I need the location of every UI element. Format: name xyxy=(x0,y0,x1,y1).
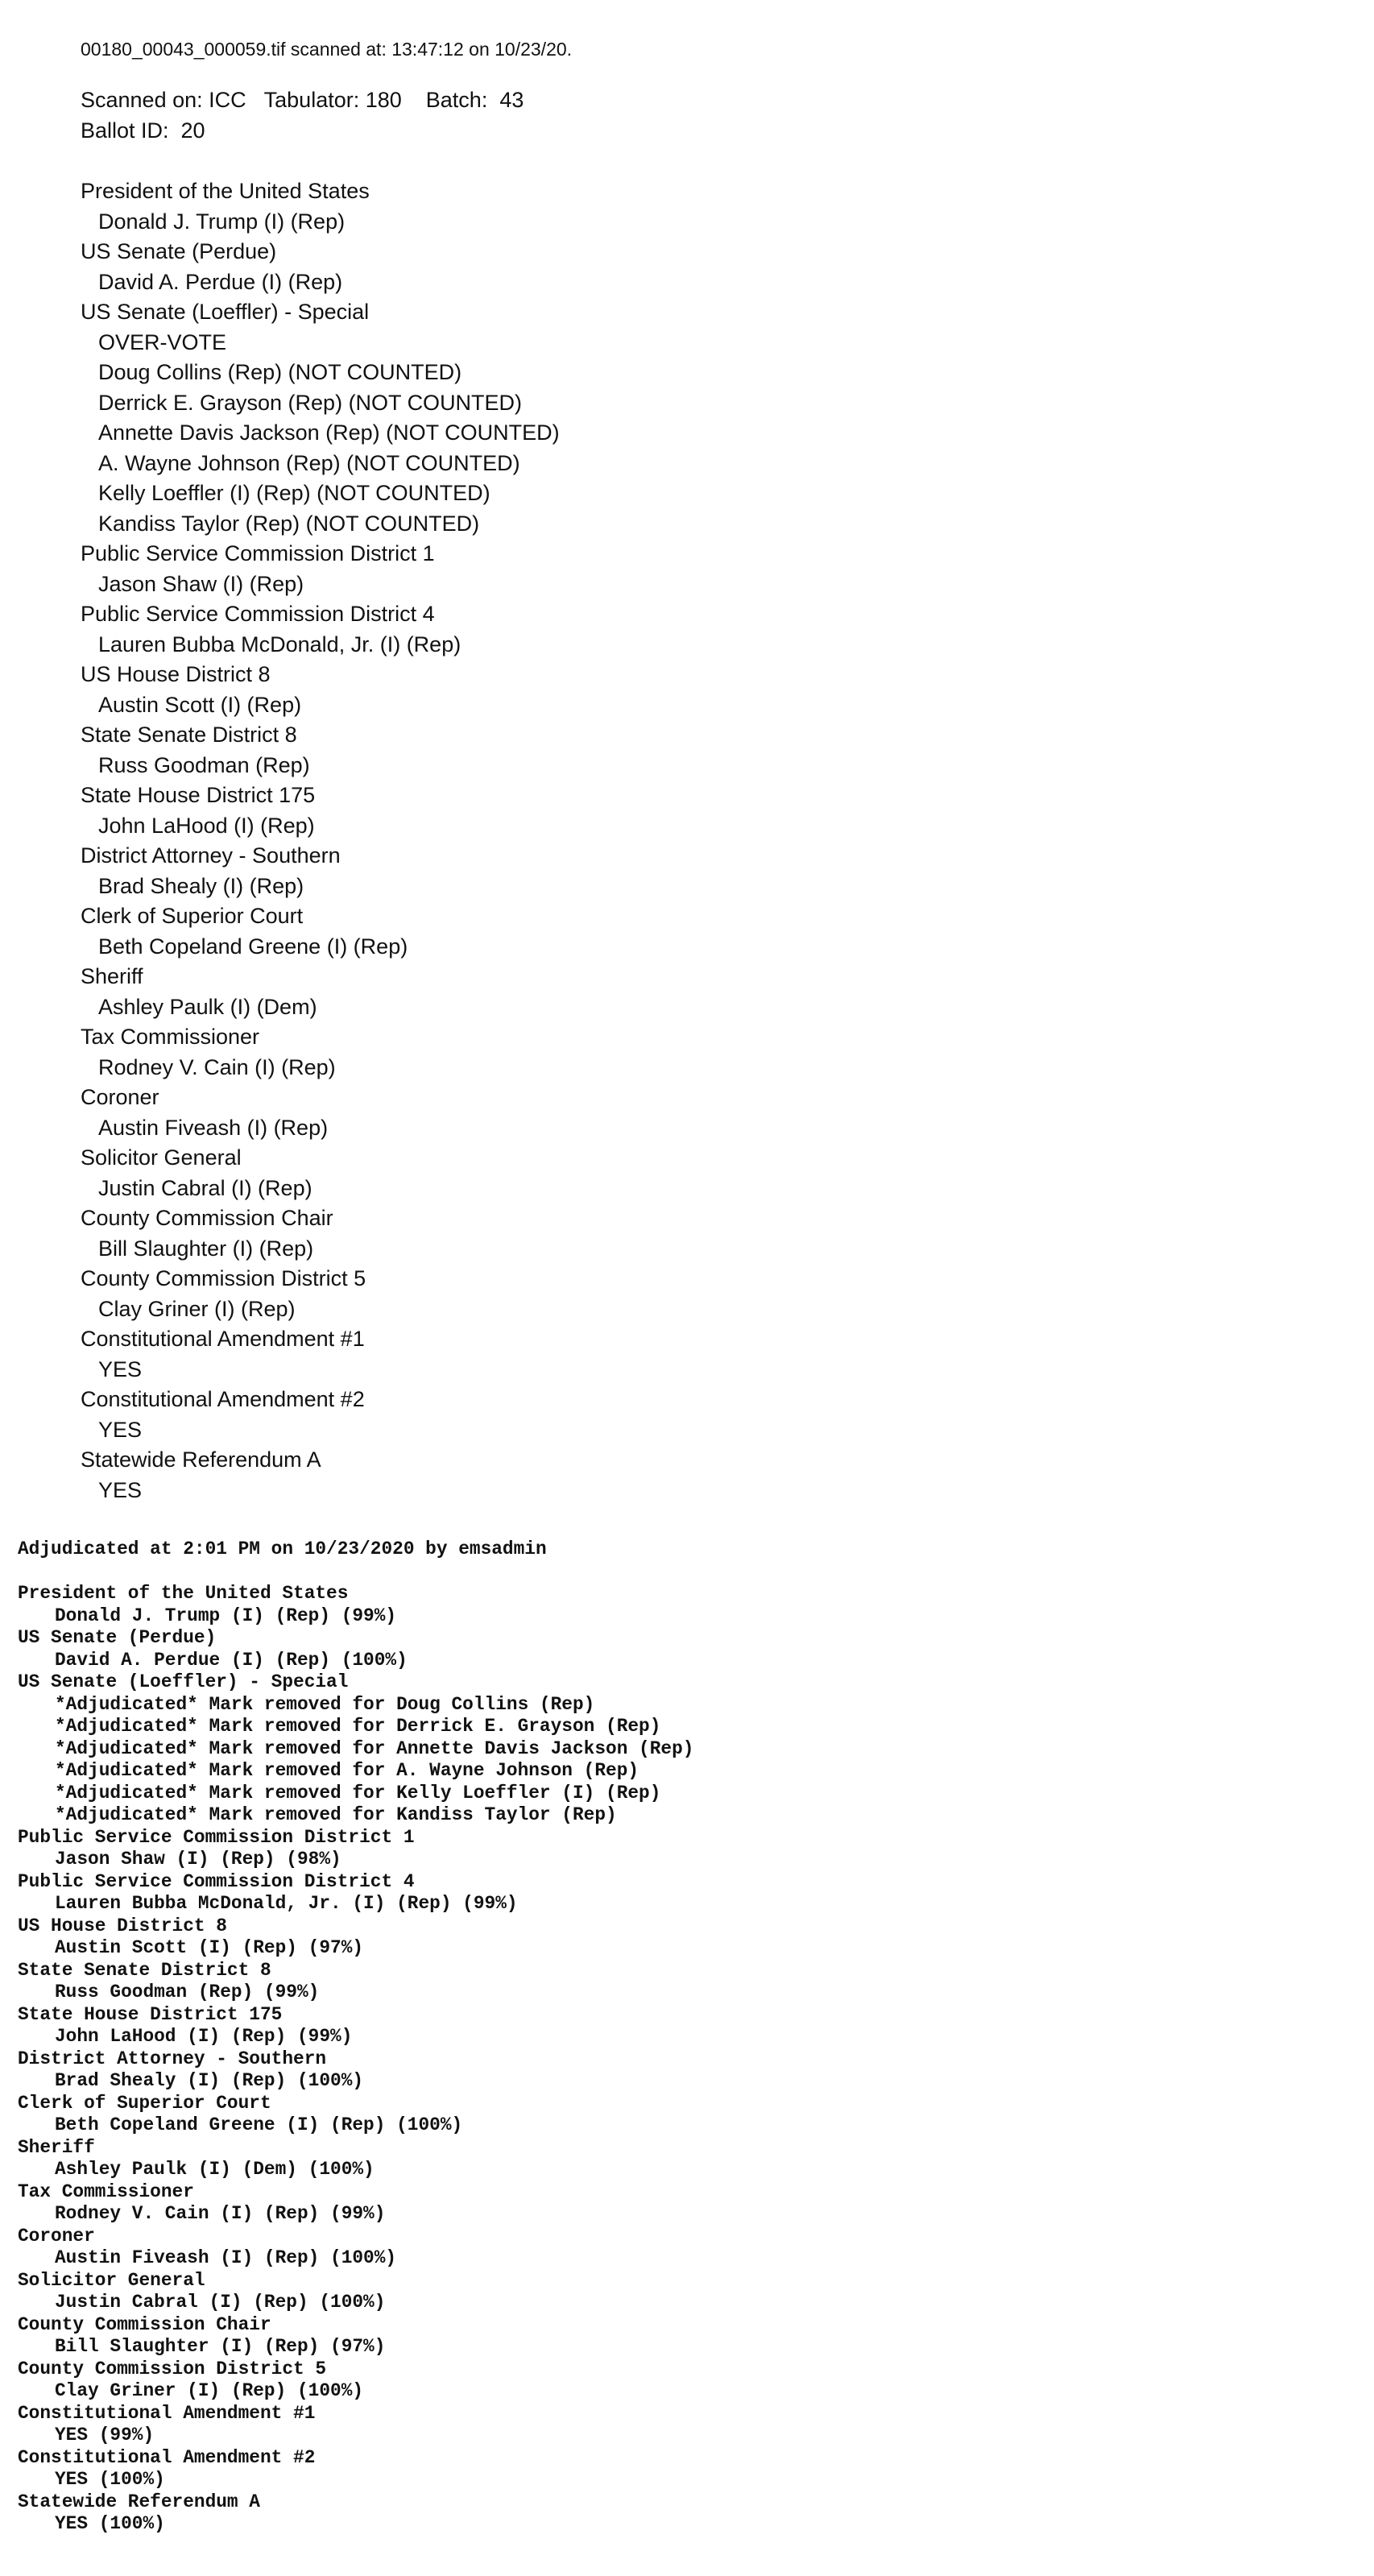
scan-contest-title: Sheriff xyxy=(81,964,143,988)
adjudication-contest xyxy=(18,2048,693,2093)
adjudication-contest-title: District Attorney - Southern xyxy=(18,2048,327,2069)
scan-contest-title: Solicitor General xyxy=(81,1145,242,1170)
adjudication-contest-title: State House District 175 xyxy=(18,2003,283,2025)
adjudication-choice: *Adjudicated* Mark removed for Annette Davis Jackson (Rep) xyxy=(55,1737,694,1759)
adjudication-choice: Rodney V. Cain (I) (Rep) (99%) xyxy=(55,2203,386,2224)
scan-contest-title: State House District 175 xyxy=(81,783,316,807)
adjudication-choice: Jason Shaw (I) (Rep) (98%) xyxy=(55,1849,341,1870)
scan-choice: Austin Scott (I) (Rep) xyxy=(98,692,302,717)
adjudication-choice: John LaHood (I) (Rep) (99%) xyxy=(55,2026,353,2047)
adjudication-contest-title: US House District 8 xyxy=(18,1915,227,1936)
adjudication-contest xyxy=(18,2004,693,2048)
adjudication-choice: YES (100%) xyxy=(55,2469,165,2490)
adjudication-section xyxy=(18,1539,693,2536)
scan-choice: Donald J. Trump (I) (Rep) xyxy=(98,209,346,234)
scan-contest xyxy=(81,599,572,660)
adjudication-contest-title: Constitutional Amendment #2 xyxy=(18,2446,316,2468)
adjudication-contest xyxy=(18,2314,693,2359)
scan-contest xyxy=(81,297,572,539)
adjudication-contest xyxy=(18,2447,693,2491)
adjudication-choice: *Adjudicated* Mark removed for Kelly Loeffler (I) (Rep) xyxy=(55,1782,661,1804)
scan-choice: Brad Shealy (I) (Rep) xyxy=(98,873,304,898)
scan-contest xyxy=(81,1324,572,1385)
adjudication-choice: YES (99%) xyxy=(55,2425,155,2446)
scan-contest-title: State Senate District 8 xyxy=(81,723,297,747)
scan-contest-title: Clerk of Superior Court xyxy=(81,904,304,928)
scan-contest-title: Statewide Referendum A xyxy=(81,1447,321,1472)
scan-contest xyxy=(81,901,572,962)
adjudication-header: Adjudicated at 2:01 PM on 10/23/2020 by emsadmin xyxy=(18,1539,547,1559)
scan-choice: Clay Griner (I) (Rep) xyxy=(98,1296,296,1321)
adjudication-choice: Justin Cabral (I) (Rep) (100%) xyxy=(55,2292,386,2313)
adjudication-contest-title: Statewide Referendum A xyxy=(18,2491,260,2512)
adjudication-choice: Austin Fiveash (I) (Rep) (100%) xyxy=(55,2247,397,2268)
scan-choice: Beth Copeland Greene (I) (Rep) xyxy=(98,934,408,959)
adjudication-contest-title: State Senate District 8 xyxy=(18,1959,271,1981)
adjudication-contest xyxy=(18,2270,693,2314)
scan-contest-title: US House District 8 xyxy=(81,662,271,686)
adjudication-contest xyxy=(18,1583,693,1627)
scan-contest xyxy=(81,1022,572,1083)
scan-meta-tabulator-line: Scanned on: ICC Tabulator: 180 Batch: 43 xyxy=(81,88,524,112)
scan-choice: Ashley Paulk (I) (Dem) xyxy=(98,994,317,1019)
scan-contest-title: Constitutional Amendment #2 xyxy=(81,1387,365,1411)
contest-list xyxy=(81,176,572,1505)
scan-contest xyxy=(81,962,572,1022)
scan-contest xyxy=(81,539,572,599)
scan-choice: Lauren Bubba McDonald, Jr. (I) (Rep) xyxy=(98,632,461,656)
adjudication-choice: Lauren Bubba McDonald, Jr. (I) (Rep) (99%) xyxy=(55,1893,518,1914)
adjudication-choice: *Adjudicated* Mark removed for A. Wayne Johnson (Rep) xyxy=(55,1760,639,1781)
scan-contest xyxy=(81,176,572,237)
adjudication-contest xyxy=(18,2403,693,2447)
scan-choice: Doug Collins (Rep) (NOT COUNTED) xyxy=(98,360,462,384)
adjudication-contest-title: County Commission District 5 xyxy=(18,2358,327,2379)
scan-choice: Jason Shaw (I) (Rep) xyxy=(98,571,304,596)
adjudication-contest-title: President of the United States xyxy=(18,1583,349,1604)
adjudication-contest-title: Sheriff xyxy=(18,2136,95,2158)
scan-choice: YES xyxy=(98,1356,143,1381)
scan-choice: Kandiss Taylor (Rep) (NOT COUNTED) xyxy=(98,511,480,536)
scan-contest xyxy=(81,1203,572,1264)
adjudication-choice: Clay Griner (I) (Rep) (100%) xyxy=(55,2380,364,2401)
adjudication-contest-title: Tax Commissioner xyxy=(18,2180,194,2202)
scan-contest-title: Tax Commissioner xyxy=(81,1025,260,1049)
adjudication-choice: *Adjudicated* Mark removed for Kandiss Taylor (Rep) xyxy=(55,1804,617,1825)
adjudication-contest xyxy=(18,1871,693,1915)
scan-choice: Austin Fiveash (I) (Rep) xyxy=(98,1115,329,1140)
scan-choice: Bill Slaughter (I) (Rep) xyxy=(98,1236,314,1261)
scan-contest xyxy=(81,1385,572,1445)
adjudication-contest-title: Solicitor General xyxy=(18,2269,205,2291)
scan-choice: YES xyxy=(98,1477,143,1502)
adjudication-choice: Brad Shealy (I) (Rep) (100%) xyxy=(55,2070,364,2091)
scan-contest-title: Constitutional Amendment #1 xyxy=(81,1327,365,1351)
adjudication-choice: *Adjudicated* Mark removed for Doug Collins (Rep) xyxy=(55,1693,595,1715)
adjudication-contest-title: Clerk of Superior Court xyxy=(18,2092,271,2114)
adjudication-contest-title: Public Service Commission District 4 xyxy=(18,1870,415,1892)
adjudication-choice: Austin Scott (I) (Rep) (97%) xyxy=(55,1937,364,1958)
scan-contest xyxy=(81,841,572,901)
scan-choice: Justin Cabral (I) (Rep) xyxy=(98,1175,312,1200)
scan-contest-title: Public Service Commission District 4 xyxy=(81,602,435,626)
scan-contest xyxy=(81,720,572,781)
scan-contest-title: US Senate (Loeffler) - Special xyxy=(81,300,370,324)
scan-choice: Russ Goodman (Rep) xyxy=(98,752,310,777)
scan-choice: Annette Davis Jackson (Rep) (NOT COUNTED) xyxy=(98,420,560,445)
adjudication-choice: Beth Copeland Greene (I) (Rep) (100%) xyxy=(55,2114,463,2135)
adjudication-choice: Russ Goodman (Rep) (99%) xyxy=(55,1982,320,2002)
scan-choice: Rodney V. Cain (I) (Rep) xyxy=(98,1054,336,1079)
adjudication-contest xyxy=(18,2226,693,2270)
adjudication-choice: *Adjudicated* Mark removed for Derrick E. Grayson (Rep) xyxy=(55,1716,661,1737)
scan-contest-title: District Attorney - Southern xyxy=(81,843,341,868)
adjudication-contest xyxy=(18,2181,693,2226)
scan-contest xyxy=(81,1083,572,1143)
scan-contest xyxy=(81,237,572,297)
scan-choice: OVER-VOTE xyxy=(98,329,227,354)
adjudication-contest-list xyxy=(18,1583,693,2536)
scan-contest xyxy=(81,1143,572,1203)
scan-contest xyxy=(81,781,572,841)
adjudication-choice: Ashley Paulk (I) (Dem) (100%) xyxy=(55,2159,375,2180)
adjudication-contest xyxy=(18,2093,693,2137)
adjudication-contest xyxy=(18,2491,693,2536)
adjudication-contest xyxy=(18,1671,693,1827)
scan-choice: A. Wayne Johnson (Rep) (NOT COUNTED) xyxy=(98,450,520,475)
scan-choice: YES xyxy=(98,1417,143,1442)
adjudication-choice: YES (100%) xyxy=(55,2513,165,2534)
scan-choice: Kelly Loeffler (I) (Rep) (NOT COUNTED) xyxy=(98,481,490,505)
scan-contest-title: Coroner xyxy=(81,1085,159,1109)
adjudication-choice: Bill Slaughter (I) (Rep) (97%) xyxy=(55,2336,386,2357)
adjudication-contest xyxy=(18,1827,693,1871)
scan-contest xyxy=(81,1445,572,1505)
adjudication-contest xyxy=(18,1627,693,1671)
adjudication-contest xyxy=(18,2359,693,2403)
scan-choice: John LaHood (I) (Rep) xyxy=(98,813,315,838)
adjudication-choice: David A. Perdue (I) (Rep) (100%) xyxy=(55,1649,408,1671)
adjudication-contest-title: County Commission Chair xyxy=(18,2313,271,2335)
scan-choice: David A. Perdue (I) (Rep) xyxy=(98,269,343,294)
adjudication-choice: Donald J. Trump (I) (Rep) (99%) xyxy=(55,1605,397,1626)
scan-choice: Derrick E. Grayson (Rep) (NOT COUNTED) xyxy=(98,390,523,415)
scan-contest xyxy=(81,1264,572,1324)
adjudication-contest xyxy=(18,2137,693,2181)
adjudication-contest xyxy=(18,1960,693,2004)
scan-meta xyxy=(81,85,572,146)
adjudication-contest-title: US Senate (Perdue) xyxy=(18,1627,217,1648)
adjudication-contest-title: US Senate (Loeffler) - Special xyxy=(18,1671,349,1692)
scan-contest-title: US Senate (Perdue) xyxy=(81,239,277,263)
scan-contest xyxy=(81,660,572,720)
adjudication-contest-title: Constitutional Amendment #1 xyxy=(18,2402,316,2424)
adjudication-contest-title: Public Service Commission District 1 xyxy=(18,1826,415,1848)
scan-meta-ballot-id-line: Ballot ID: 20 xyxy=(81,118,205,143)
scan-file-header: 00180_00043_000059.tif scanned at: 13:47:12 on 10/23/20. xyxy=(81,39,573,60)
scan-contest-title: County Commission District 5 xyxy=(81,1266,366,1290)
scan-contest-title: President of the United States xyxy=(81,179,370,203)
adjudication-contest xyxy=(18,1915,693,1960)
scan-contest-title: Public Service Commission District 1 xyxy=(81,541,435,565)
scan-contest-title: County Commission Chair xyxy=(81,1206,333,1230)
scan-results-section xyxy=(81,37,572,1505)
adjudication-contest-title: Coroner xyxy=(18,2225,95,2247)
